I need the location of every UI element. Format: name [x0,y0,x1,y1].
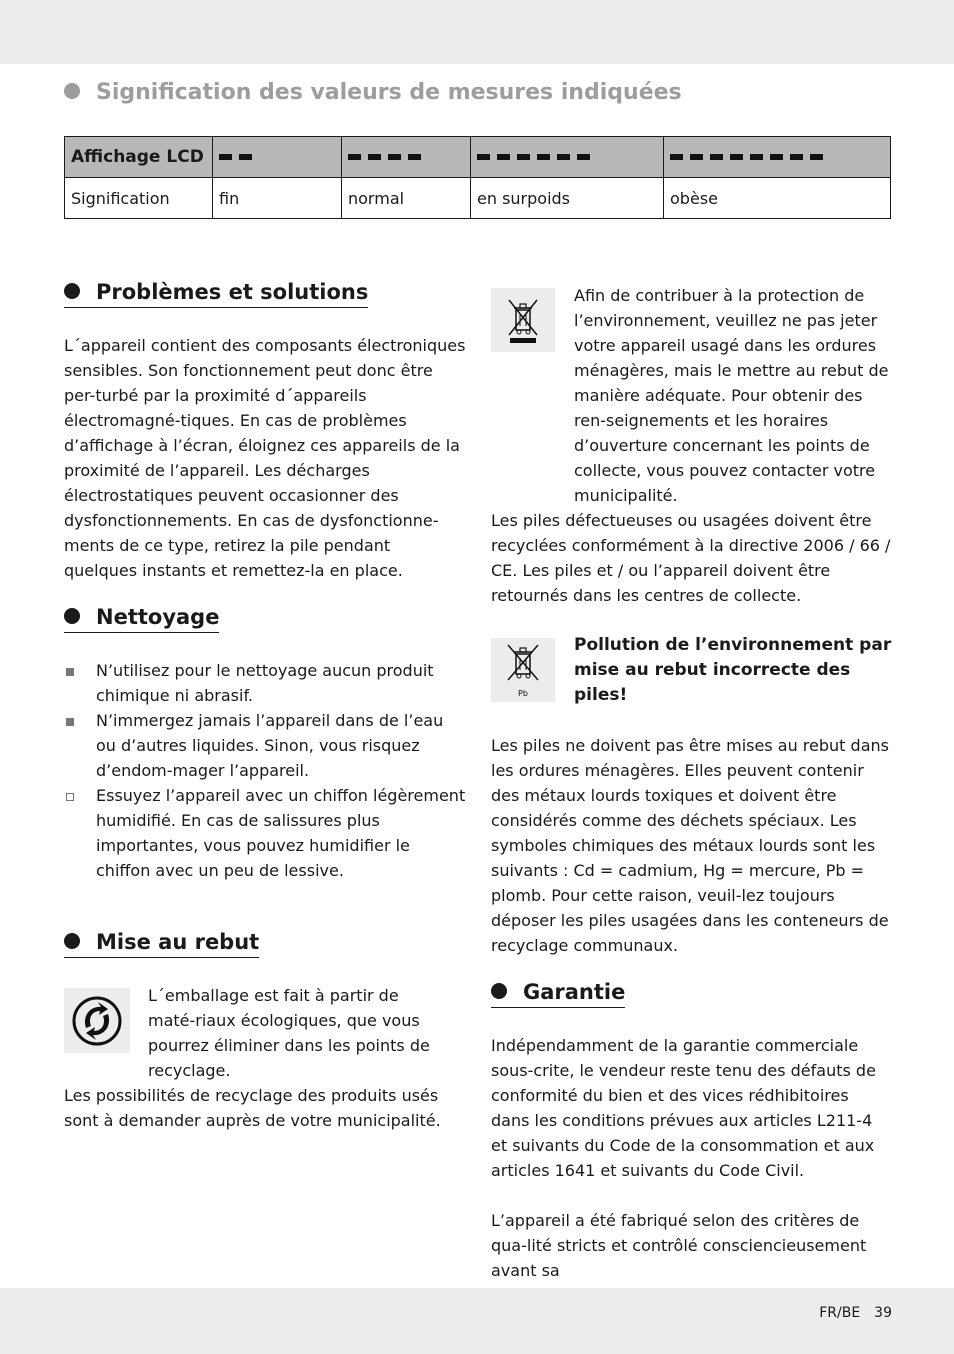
lcd-dash [408,154,421,160]
lcd-dashes-icon [670,154,884,160]
warranty-heading: Garantie [491,980,625,1004]
lcd-table [64,136,891,219]
lcd-dash-cell-4 [664,137,891,178]
page-footer [819,1305,892,1321]
lcd-dash [710,154,723,160]
lcd-dash [750,154,763,160]
lcd-header-label: Affichage LCD [65,137,213,178]
green-dot-icon [64,988,130,1053]
lcd-dash-cell-3 [471,137,664,178]
measurements-heading: Signification des valeurs de mesures indiquées [64,80,682,105]
heading-underline [491,1007,625,1008]
footer-region: FR/BE [819,1305,861,1321]
square-bullet-icon [66,668,74,676]
lcd-dashes-icon [348,154,464,160]
lcd-dash [239,154,252,160]
recycling-text: Les possibilités de recyclage des produits usés sont à demander auprès de votre municipalité. [64,1086,441,1130]
lcd-value: normal [342,178,471,219]
lcd-dash [477,154,490,160]
lcd-dash [730,154,743,160]
heading-bullet-icon [491,983,507,999]
pollution-title: Pollution de l’environnement par mise au rebut incorrecte des piles! [574,635,892,705]
page-number: 39 [874,1305,892,1321]
lcd-dash [557,154,570,160]
checkbox-icon [66,793,74,801]
lcd-dash [537,154,550,160]
lcd-dash-cell-1 [213,137,342,178]
heading-bullet-icon [64,608,80,624]
battery-bin-icon [491,638,555,702]
bottom-band [0,1288,954,1354]
cleaning-heading: Nettoyage [64,605,219,629]
heading-underline [64,632,219,633]
lcd-table-header-row [65,137,891,178]
heading-bullet-icon [64,83,80,99]
disposal-heading: Mise au rebut [64,930,259,954]
lcd-value: en surpoids [471,178,664,219]
heading-bullet-icon [64,283,80,299]
batteries-text: Les piles défectueuses ou usagées doivent être recyclées conformément à la directive 2006 / 66 / CE. Les piles et / ou l’appareil doivent être retournés dans les centres de collecte. [491,511,891,605]
lcd-dash [670,154,683,160]
warranty-text-2: L’appareil a été fabriqué selon des critères de qua-lité stricts et contrôlé consciencieusement avant sa [491,1211,867,1280]
lcd-dash [388,154,401,160]
lcd-dash-cell-2 [342,137,471,178]
lcd-dash [790,154,803,160]
heavy-metals-text: Les piles ne doivent pas être mises au rebut dans les ordures ménagères. Elles peuvent contenir des métaux lourds toxiques et doivent être considérés comme des déchets spéciaux. Les symboles chimiques des métaux lourds sont les suivants : Cd = cadmium, Hg = mercure, Pb = plomb. Pour cette raison, veuil-lez toujours déposer les piles usagées dans les conteneurs de recyclage communaux. [491,736,889,955]
lcd-value: obèse [664,178,891,219]
heading-underline [64,307,368,308]
lcd-dash [810,154,823,160]
cleaning-list [64,658,466,883]
lcd-dash [348,154,361,160]
square-bullet-icon [66,718,74,726]
pb-label: Pb [518,689,528,698]
list-item: Essuyez l’appareil avec un chiffon légèrement humidifié. En cas de salissures plus importantes, vous pouvez humidifier le chiffon avec un peu de lessive. [64,783,466,883]
lcd-dash [690,154,703,160]
problems-text: L´appareil contient des composants électroniques sensibles. Son fonctionnement peut donc être per-turbé par la proximité d´appareils électromagné-tiques. En cas de problèmes d’affichage à l’écran, éloignez ces appareils de la proximité de l’appareil. Les décharges électrostatiques peuvent occasionner des dysfonctionnements. En cas de dysfonctionne-ments de ce type, retirez la pile pendant quelques instants et remettez-la en place. [64,336,466,580]
lcd-table-value-row [65,178,891,219]
heading-bullet-icon [64,933,80,949]
list-item: N’immergez jamais l’appareil dans de l’eau ou d’autres liquides. Sinon, vous risquez d’endom-mager l’appareil. [64,708,466,783]
lcd-row-label: Signification [65,178,213,219]
warranty-text-1: Indépendamment de la garantie commerciale sous-crite, le vendeur reste tenu des défauts de conformité du bien et des vices rédhibitoires dans les conditions prévues aux articles L211-4 et suivants du Code de la consommation et aux articles 1641 et suivants du Code Civil. [491,1036,876,1180]
lcd-dash [517,154,530,160]
packaging-text: L´emballage est fait à partir de maté-riaux écologiques, que vous pourrez éliminer dans les points de recyclage. [148,986,430,1080]
heading-underline [64,957,259,958]
lcd-dash [577,154,590,160]
lcd-value: fin [213,178,342,219]
lcd-dash [219,154,232,160]
lcd-dashes-icon [477,154,657,160]
lcd-dash [368,154,381,160]
weee-bin-icon [491,288,555,352]
weee-text: Afin de contribuer à la protection de l’environnement, veuillez ne pas jeter votre appareil usagé dans les ordures ménagères, mais le mettre au rebut de manière adéquate. Pour obtenir des ren-seignements et les horaires d’ouverture concernant les points de collecte, vous pouvez contacter votre municipalité. [574,286,889,505]
lcd-dash [497,154,510,160]
lcd-dashes-icon [219,154,335,160]
top-band [0,0,954,64]
problems-heading: Problèmes et solutions [64,280,368,304]
list-item: N’utilisez pour le nettoyage aucun produit chimique ni abrasif. [64,658,466,708]
lcd-dash [770,154,783,160]
